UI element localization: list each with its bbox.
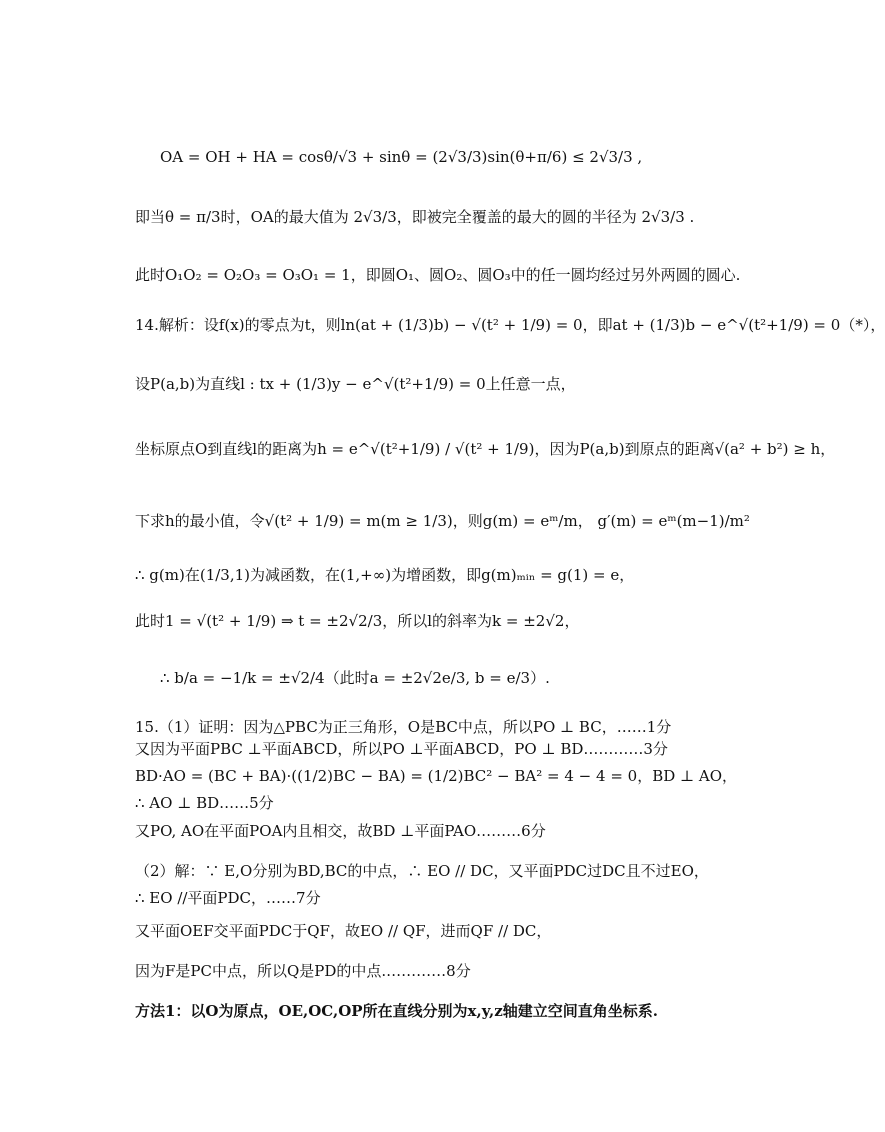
problem-15-part1-step2: 又因为平面PBC ⊥平面ABCD，所以PO ⊥平面ABCD，PO ⊥ BD…………3分 — [135, 740, 668, 758]
slope-result: 此时1 = √(t² + 1/9) ⇒ t = ±2√2/3，所以l的斜率为k = ±2√2， — [135, 612, 580, 630]
problem-14-setup: 14.解析：设f(x)的零点为t，则ln(at + (1/3)b) − √(t² + 1/9) = 0，即at + (1/3)b − e^√(t²+1/9) = 0（*）， — [135, 316, 885, 334]
q-midpoint: 因为F是PC中点，所以Q是PD的中点.…………8分 — [135, 962, 471, 980]
ratio-result: ∴ b/a = −1/k = ±√2/4（此时a = ±2√2e/3, b = e/3）. — [160, 669, 550, 687]
qf-parallel-dc: 又平面OEF交平面PDC于QF，故EO // QF，进而QF // DC， — [135, 922, 552, 940]
eo-parallel-plane: ∴ EO //平面PDC，……7分 — [135, 889, 321, 907]
circle-centers-statement: 此时O₁O₂ = O₂O₃ = O₃O₁ = 1，即圆O₁、圆O₂、圆O₃中的任一圆均经过另外两圆的圆心. — [135, 266, 741, 284]
monotonicity-g: ∴ g(m)在(1/3,1)为减函数，在(1,+∞)为增函数，即g(m)ₘᵢₙ = g(1) = e， — [135, 566, 635, 584]
problem-15-part1-step1: 15.（1）证明：因为△PBC为正三角形，O是BC中点，所以PO ⊥ BC，……1分 — [135, 718, 672, 736]
method-1-coordinates: 方法1：以O为原点，OE,OC,OP所在直线分别为x,y,z轴建立空间直角坐标系. — [135, 1002, 658, 1020]
max-radius-statement: 即当θ = π/3时，OA的最大值为 2√3/3，即被完全覆盖的最大的圆的半径为 2√3/3 . — [135, 208, 695, 226]
distance-to-line: 坐标原点O到直线l的距离为h = e^√(t²+1/9) / √(t² + 1/9)，因为P(a,b)到原点的距离√(a² + b²) ≥ h， — [135, 440, 836, 458]
line-l-definition: 设P(a,b)为直线l : tx + (1/3)y − e^√(t²+1/9) = 0上任意一点， — [135, 375, 576, 393]
vector-dot-product: BD·AO = (BC + BA)·((1/2)BC − BA) = (1/2)BC² − BA² = 4 − 4 = 0，BD ⊥ AO， — [135, 767, 738, 785]
bd-perp-plane-pao: 又PO, AO在平面POA内且相交，故BD ⊥平面PAO………6分 — [135, 822, 546, 840]
ao-perp-bd: ∴ AO ⊥ BD……5分 — [135, 794, 274, 812]
minimize-h: 下求h的最小值，令√(t² + 1/9) = m(m ≥ 1/3)，则g(m) = eᵐ/m， g′(m) = eᵐ(m−1)/m² — [135, 512, 750, 530]
problem-15-part2-step1: （2）解：∵ E,O分别为BD,BC的中点，∴ EO // DC，又平面PDC过DC且不过EO， — [135, 862, 709, 880]
equation-oa-bound: OA = OH + HA = cosθ/√3 + sinθ = (2√3/3)sin(θ+π/6) ≤ 2√3/3 , — [160, 148, 643, 166]
